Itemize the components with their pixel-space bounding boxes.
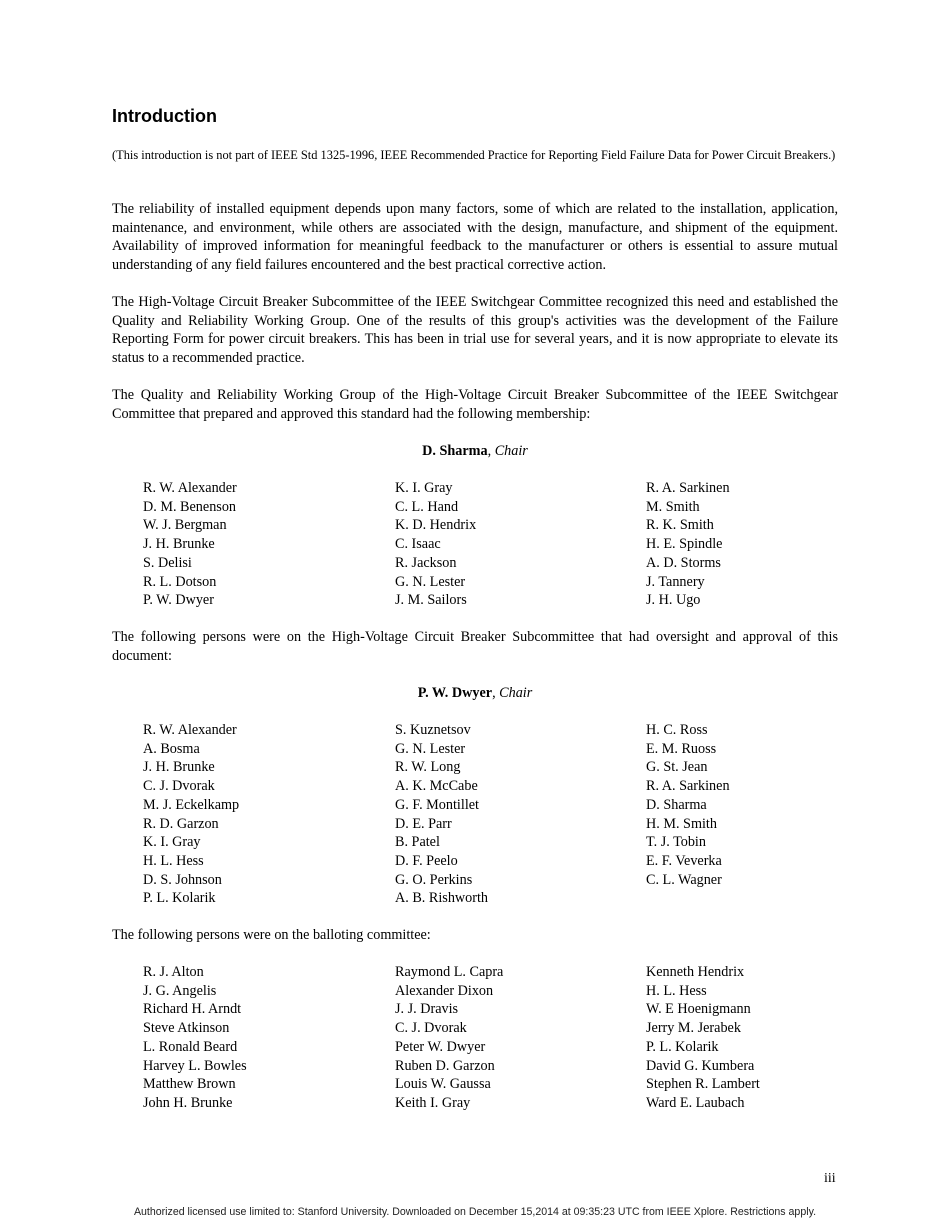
member-name: K. I. Gray xyxy=(395,480,453,496)
member-name: Kenneth Hendrix xyxy=(646,964,745,980)
member-name: G. F. Montillet xyxy=(395,796,479,813)
chair-role: Chair xyxy=(499,685,533,701)
paragraph-reliability: The reliability of installed equipment depends upon many factors, some of which are related to the installation, application, maintenance, and environment, while others are associated with the design, manufacture, and shipment of the equipment. Availability of improved information for meaningful feedback to the manufacturer or others is essential to assure mutual understanding of any field failures encountered and the best practical corrective action. xyxy=(112,201,838,274)
member-name: C. J. Dvorak xyxy=(143,778,215,795)
member-name: H. L. Hess xyxy=(143,852,204,869)
member-name: J. H. Brunke xyxy=(143,759,215,776)
member-name: Peter W. Dwyer xyxy=(395,1038,486,1055)
member-name: E. F. Veverka xyxy=(646,852,722,869)
member-name: G. O. Perkins xyxy=(395,871,473,888)
license-footer: Authorized licensed use limited to: Stanford University. Downloaded on December 15,2014 at 09:35:23 UTC from IEEE Xplore. Restrictions apply. xyxy=(133,1206,817,1218)
member-name: C. L. Wagner xyxy=(646,871,722,888)
member-name: A. K. McCabe xyxy=(395,778,478,795)
member-name: P. L. Kolarik xyxy=(646,1038,719,1055)
member-name: R. W. Long xyxy=(395,759,461,776)
member-name: C. Isaac xyxy=(395,536,441,553)
member-name: John H. Brunke xyxy=(143,1094,233,1111)
intro-note: (This introduction is not part of IEEE Std 1325-1996, IEEE Recommended Practice for Reporting Field Failure Data for Power Circuit Breakers.) xyxy=(112,148,836,162)
member-name: A. B. Rishworth xyxy=(395,890,489,907)
member-name: J. H. Brunke xyxy=(143,536,215,553)
working-group-members xyxy=(143,479,843,619)
member-name: Raymond L. Capra xyxy=(395,964,504,980)
member-name: E. M. Ruoss xyxy=(646,740,717,757)
working-group-chair: D. Sharma, Chair xyxy=(422,443,528,459)
subcommittee-members xyxy=(143,721,843,911)
member-name: Matthew Brown xyxy=(143,1076,236,1093)
member-name: J. J. Dravis xyxy=(395,1001,459,1018)
member-name: R. J. Alton xyxy=(143,964,204,980)
member-name: J. H. Ugo xyxy=(646,592,701,609)
member-name: H. L. Hess xyxy=(646,982,707,999)
member-name: J. M. Sailors xyxy=(395,592,467,609)
page-title: Introduction xyxy=(112,106,217,126)
member-name: S. Kuznetsov xyxy=(395,722,471,738)
member-name: Ward E. Laubach xyxy=(646,1094,745,1111)
member-column xyxy=(143,479,383,610)
member-name: Harvey L. Bowles xyxy=(143,1057,247,1074)
member-column xyxy=(395,479,635,610)
chair-name: P. W. Dwyer xyxy=(417,685,493,701)
member-name: R. A. Sarkinen xyxy=(646,480,730,496)
member-name: R. L. Dotson xyxy=(143,573,217,590)
paragraph-subcommittee: The High-Voltage Circuit Breaker Subcommittee of the IEEE Switchgear Committee recognized this need and established the Quality and Reliability Working Group. One of the results of this group's activities was the development of the Failure Reporting Form for power circuit breakers. This has been in trial use for several years, and it is now appropriate to elevate its status to a recommended practice. xyxy=(112,294,838,367)
member-name: G. N. Lester xyxy=(395,573,466,590)
member-name: Keith I. Gray xyxy=(395,1094,471,1111)
member-name: D. F. Peelo xyxy=(395,852,458,869)
member-name: Stephen R. Lambert xyxy=(646,1076,760,1093)
member-name: J. G. Angelis xyxy=(143,982,217,999)
member-name: L. Ronald Beard xyxy=(143,1038,238,1055)
member-name: P. L. Kolarik xyxy=(143,890,216,907)
member-name: T. J. Tobin xyxy=(646,834,706,851)
member-name: K. D. Hendrix xyxy=(395,517,477,534)
member-name: Richard H. Arndt xyxy=(143,1001,242,1018)
member-name: G. N. Lester xyxy=(395,740,466,757)
member-name: P. W. Dwyer xyxy=(143,592,214,609)
member-name: H. E. Spindle xyxy=(646,536,723,553)
balloting-intro: The following persons were on the balloting committee: xyxy=(112,927,431,943)
member-name: D. Sharma xyxy=(646,796,707,813)
member-column xyxy=(646,479,886,610)
member-name: G. St. Jean xyxy=(646,759,708,776)
member-name: J. Tannery xyxy=(646,573,705,590)
member-name: W. E Hoenigmann xyxy=(646,1001,751,1018)
member-column xyxy=(646,963,886,1113)
member-name: Jerry M. Jerabek xyxy=(646,1020,741,1037)
member-name: W. J. Bergman xyxy=(143,517,227,534)
member-name: R. W. Alexander xyxy=(143,722,237,738)
member-name: R. W. Alexander xyxy=(143,480,237,496)
subcommittee-intro: The following persons were on the High-Voltage Circuit Breaker Subcommittee that had oversight and approval of this document: xyxy=(112,629,838,664)
member-name: Alexander Dixon xyxy=(395,982,494,999)
subcommittee-chair: P. W. Dwyer, Chair xyxy=(417,685,533,701)
member-column xyxy=(646,721,886,889)
paragraph-membership: The Quality and Reliability Working Group of the High-Voltage Circuit Breaker Subcommittee of the IEEE Switchgear Committee that prepared and approved this standard had the following membership: xyxy=(112,387,838,422)
member-name: A. Bosma xyxy=(143,740,200,757)
member-name: K. I. Gray xyxy=(143,834,201,851)
chair-role: Chair xyxy=(494,443,528,459)
member-column xyxy=(395,963,635,1113)
member-name: C. J. Dvorak xyxy=(395,1020,467,1037)
member-name: A. D. Storms xyxy=(646,554,721,571)
member-name: D. E. Parr xyxy=(395,815,452,832)
member-name: D. S. Johnson xyxy=(143,871,222,888)
member-name: H. M. Smith xyxy=(646,815,717,832)
member-name: C. L. Hand xyxy=(395,498,459,515)
member-name: S. Delisi xyxy=(143,554,192,571)
member-name: Louis W. Gaussa xyxy=(395,1076,491,1093)
member-name: R. A. Sarkinen xyxy=(646,778,730,795)
member-name: M. Smith xyxy=(646,498,700,515)
chair-name: D. Sharma xyxy=(422,443,488,459)
member-name: B. Patel xyxy=(395,834,440,851)
balloting-members xyxy=(143,963,843,1115)
member-column xyxy=(143,963,383,1113)
member-name: H. C. Ross xyxy=(646,722,708,738)
member-name: R. Jackson xyxy=(395,554,457,571)
member-name: David G. Kumbera xyxy=(646,1057,755,1074)
member-name: Steve Atkinson xyxy=(143,1020,230,1037)
member-name: M. J. Eckelkamp xyxy=(143,796,240,813)
member-column xyxy=(143,721,383,908)
member-name: Ruben D. Garzon xyxy=(395,1057,495,1074)
page-number: iii xyxy=(824,1171,836,1186)
member-name: D. M. Benenson xyxy=(143,498,237,515)
member-name: R. K. Smith xyxy=(646,517,714,534)
member-column xyxy=(395,721,635,908)
member-name: R. D. Garzon xyxy=(143,815,219,832)
